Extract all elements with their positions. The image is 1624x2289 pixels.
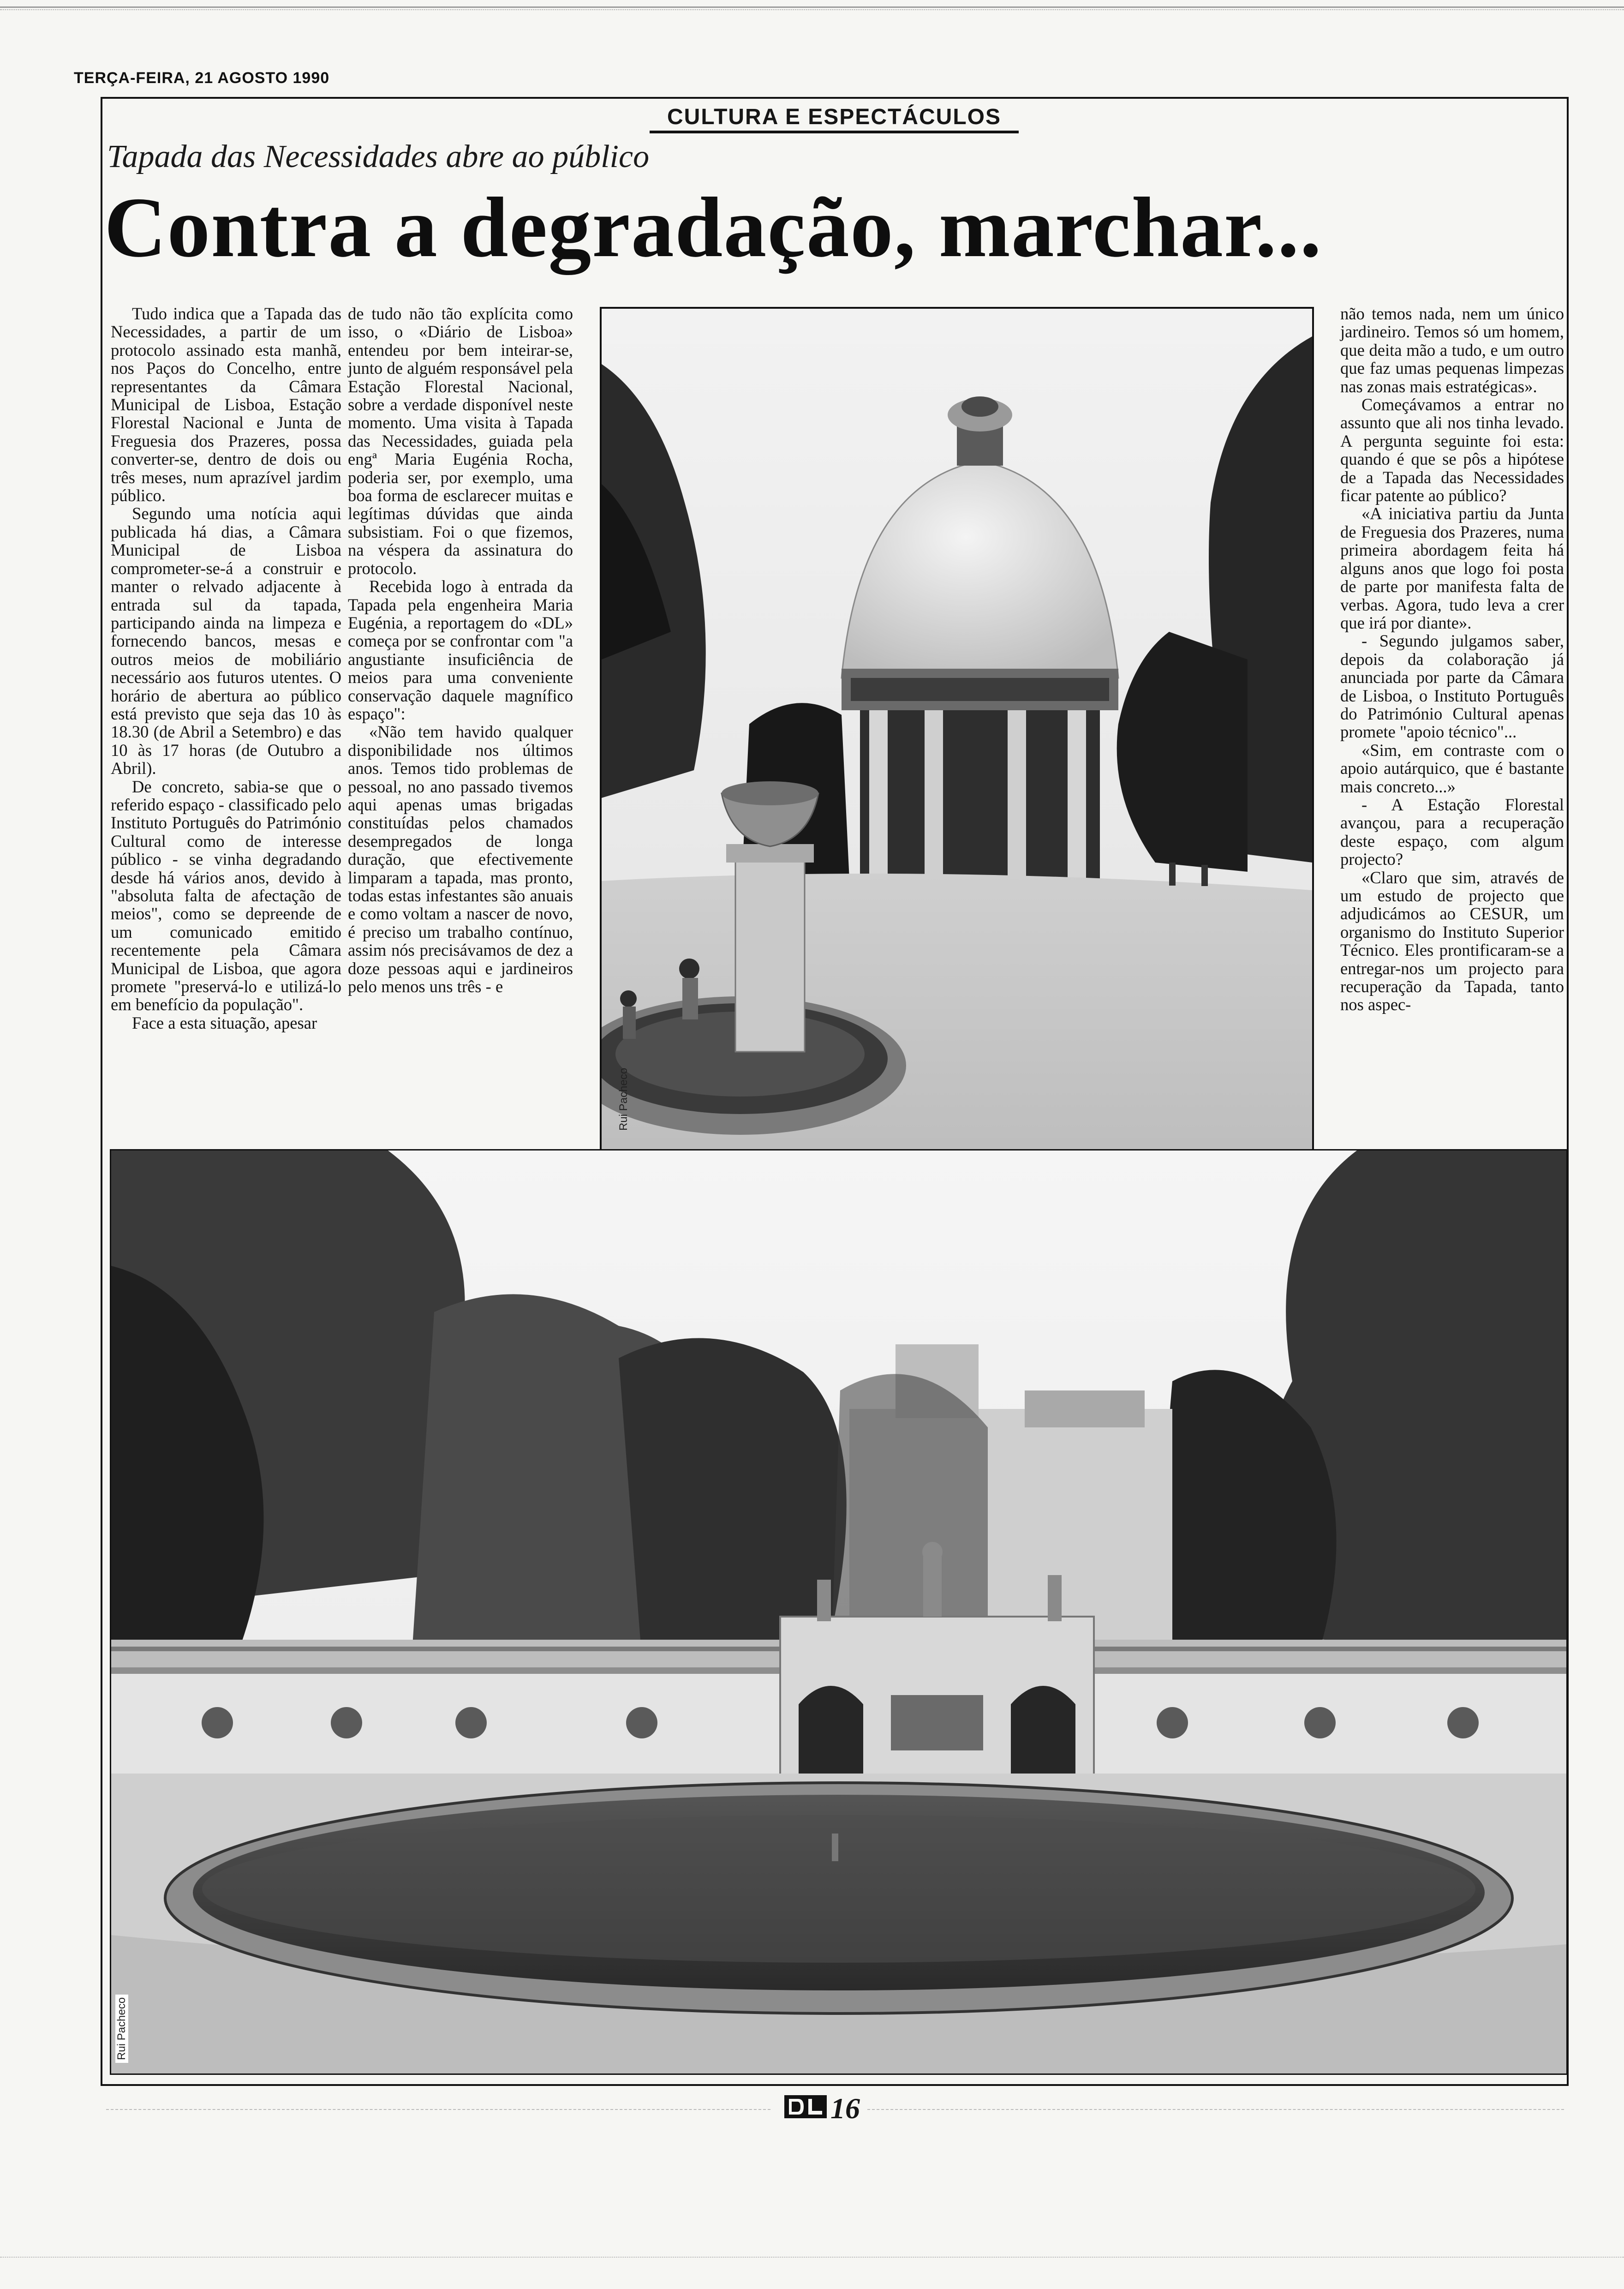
paragraph: Tudo indica que a Tapada das Necessidades, a partir de um protocolo assinado esta manhã, nos Paços do Concelho, entre representantes da Câmara Municipal de Lisboa, Estação Florestal Nacional e Junta de Freguesia dos Prazeres, possa converter-se, dentro de dois ou três meses, num aprazível jardim público. [111,304,341,505]
frame-left-rule [101,97,102,2086]
page-number: 16 [830,2092,860,2125]
paragraph: «A iniciativa partiu da Junta de Freguesia dos Prazeres, numa primeira abordagem feita há alguns anos que logo foi posta de parte por manifesta falta de verbas. Agora, tudo leva a crer que irá por diante». [1340,504,1564,632]
article-column-1 [111,305,341,1032]
paragraph: «Não tem havido qualquer disponibilidade nos últimos anos. Temos tido problemas de pessoal, no ano passado tivemos aqui apenas umas brigadas constituídas pelos chamados desempregados de longa duração, que efectivemente limparam a tapada, mas pronto, todas estas infestantes são anuais e como voltam a nascer de novo, é preciso um trabalho contínuo, assim nós precisávamos de dez a doze pessoas aqui e jardineiros pelo menos uns três - e [348,722,573,996]
paragraph: De concreto, sabia-se que o referido espaço - classificado pelo Instituto Português do Património Cultural como de interesse público - se vinha degradando desde há vários anos, devido à "absoluta falta de afectação de meios", como se depreende de um comunicado emitido recentemente pela Câmara Municipal de Lisboa, que agora promete "preservá-lo e utilizá-lo em benefício da população". [111,777,341,1014]
section-heading: CULTURA E ESPECTÁCULOS [650,104,1019,133]
paragraph: «Claro que sim, através de um estudo de projecto que adjudicámos ao CESUR, um organismo do Instituto Superior Técnico. Eles prontificaram-se a entregar-nos um projecto para recuperação da Tapada, tanto nos aspec- [1340,868,1564,1014]
paragraph: - A Estação Florestal avançou, para a recuperação deste espaço, com algum projecto? [1340,795,1564,869]
article-column-2 [348,305,573,995]
dl-logo [784,2095,827,2118]
pavilion-photo-illustration [602,309,1312,1229]
frame-top-rule [101,97,1568,99]
paragraph: «Sim, em contraste com o apoio autárquico, que é bastante mais concreto...» [1340,740,1564,796]
article-column-3 [1340,305,1564,1014]
paragraph: de tudo não tão explícita como isso, o «Diário de Lisboa» entendeu por bem inteirar-se, junto de alguém responsável pela Estação Florestal Nacional, sobre a verdade disponível neste momento. Uma visita à Tapada das Necessidades, guiada pela engª Maria Eugénia Rocha, poderia ser, por exemplo, uma boa forma de esclarecer muitas e legítimas dúvidas que ainda subsistiam. Foi o que fizemos, na véspera da assinatura do protocolo. [348,304,573,578]
date-line: TERÇA-FEIRA, 21 AGOSTO 1990 [74,69,330,87]
frame-bottom-rule [101,2084,1569,2086]
top-edge-rule [0,0,1624,8]
dl-logo-mark [784,2095,827,2118]
footer-rule-right [867,2109,1564,2110]
paragraph: não temos nada, nem um único jardineiro. Temos só um homem, que deita mão a tudo, e um outro que faz umas pequenas limpezas nas zonas mais estratégicas». [1340,304,1564,396]
photo-credit-bottom: Rui Pacheco [115,1995,128,2063]
kicker: Tapada das Necessidades abre ao público [107,139,650,174]
bottom-edge-dots [0,2257,1624,2258]
paragraph: Recebida logo à entrada da Tapada pela engenheira Maria Eugénia, a reportagem do «DL» começa por se confrontar com "a angustiante insuficiência de meios para uma conveniente conservação daquele magnífico espaço": [348,577,573,723]
paragraph: Segundo uma notícia aqui publicada há dias, a Câmara Municipal de Lisboa comprometer-se-á a construir e manter o relvado adjacente à entrada sul da tapada, participando ainda na limpeza e fornecendo bancos, mesas e outros meios de mobiliário necessário aos futuros utentes. O horário de abertura ao público está previsto que seja das 10 às 18.30 (de Abril a Setembro) e das 10 às 17 horas (de Outubro a Abril). [111,504,341,778]
footer-rule-left [106,2109,770,2110]
fountain-photo [110,1149,1568,2075]
pavilion-photo [600,307,1314,1231]
paragraph: Começávamos a entrar no assunto que ali nos tinha levado. A pergunta seguinte foi esta: quando é que se pôs a hipótese de a Tapada das Necessidades ficar patente ao público? [1340,395,1564,505]
headline: Contra a degradação, marchar... [104,180,1322,275]
photo-credit-top: Rui Pacheco [617,1067,630,1131]
top-edge-dots [0,9,1624,10]
paragraph: Face a esta situação, apesar [132,1013,317,1032]
fountain-photo-illustration [111,1150,1566,2073]
paragraph: - Segundo julgamos saber, depois da colaboração já anunciada por parte da Câmara de Lisboa, o Instituto Português do Património Cultural apenas promete "apoio técnico"... [1340,631,1564,742]
